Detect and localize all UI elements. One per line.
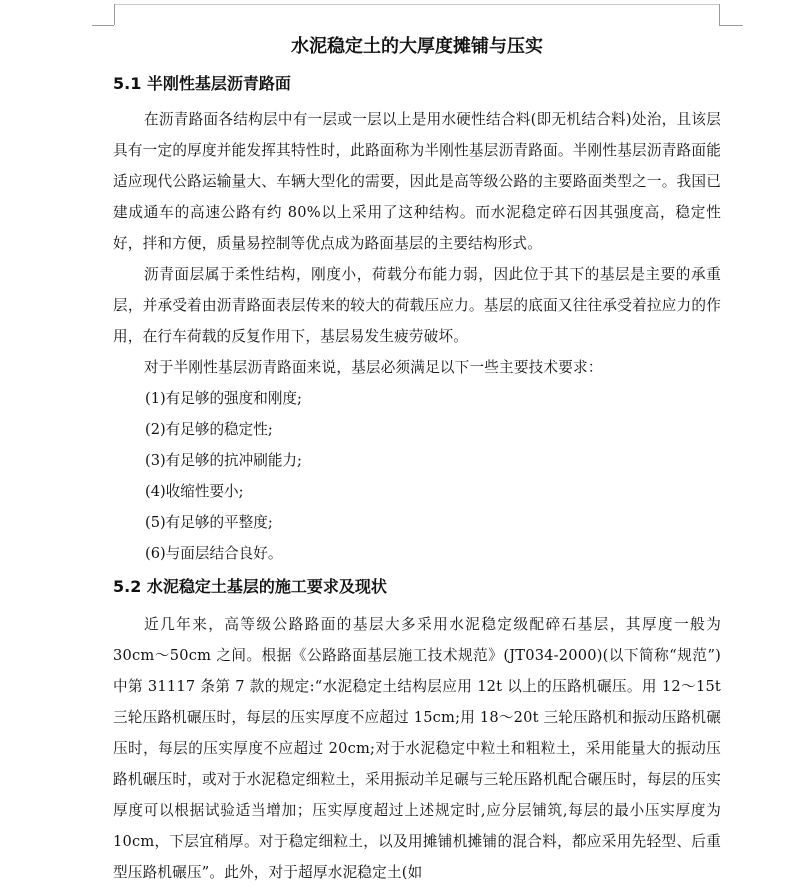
- paragraph: 对于半刚性基层沥青路面来说，基层必须满足以下一些主要技术要求：: [144, 359, 603, 376]
- crop-mark-top-left-v: [114, 4, 115, 25]
- section-heading-5-2: 5.2 水泥稳定土基层的施工要求及现状: [113, 577, 387, 596]
- requirement-item: (4)收缩性要小;: [145, 483, 244, 500]
- crop-mark-top-right-h: [719, 25, 743, 26]
- requirement-item: (3)有足够的抗冲刷能力;: [145, 452, 302, 469]
- paragraph: 沥青面层属于柔性结构，刚度小，荷载分布能力弱，因此位于其下的基层是主要的承重层，并承受着由沥青路面表层传来的较大的荷载压应力。基层的底面又往往承受着拉应力的作用，在行车荷载的反复作用下，基层易发生疲劳破坏。: [113, 266, 721, 345]
- document-body: [113, 34, 721, 888]
- paragraph: 在沥青路面各结构层中有一层或一层以上是用水硬性结合料(即无机结合料)处治，且该层具有一定的厚度并能发挥其特性时，此路面称为半刚性基层沥青路面。半刚性基层沥青路面能适应现代公路运输量大、车辆大型化的需要，因此是高等级公路的主要路面类型之一。我国已建成通车的高速公路有约 80%以上采用了这种结构。而水泥稳定碎石因其强度高，稳定性好，拌和方便，质量易控制等优点成为路面基层的主要结构形式。: [113, 111, 721, 252]
- crop-mark-top-right-v: [719, 4, 720, 25]
- requirement-item: (6)与面层结合良好。: [145, 545, 283, 562]
- requirement-item: (2)有足够的稳定性;: [145, 421, 273, 438]
- page-top-edge: [114, 4, 719, 5]
- crop-mark-top-left-h: [92, 25, 114, 26]
- paragraph: 近几年来，高等级公路路面的基层大多采用水泥稳定级配碎石基层，其厚度一般为 30cm～50cm 之间。根据《公路路面基层施工技术规范》(JT034-2000)(以下简称“规范”)中第 31117 条第 7 款的规定:“水泥稳定土结构层应用 12t 以上的压路机碾压。用 12～15t 三轮压路机碾压时，每层的压实厚度不应超过 15cm;用 18～20t 三轮压路机和振动压路机碾压时，每层的压实厚度不应超过 20cm;对于水泥稳定中粒土和粗粒土，采用能量大的振动压路机碾压时，或对于水泥稳定细粒土，采用振动羊足碾与三轮压路机配合碾压时，每层的压实厚度可以根据试验适当增加；压实厚度超过上述规定时,应分层铺筑,每层的最小压实厚度为 10cm，下层宜稍厚。对于稳定细粒土，以及用摊铺机摊铺的混合料，都应采用先轻型、后重型压路机碾压”。此外，对于超厚水泥稳定土(如: [113, 616, 722, 881]
- section-heading-5-1: 5.1 半刚性基层沥青路面: [113, 74, 291, 93]
- requirement-item: (1)有足够的强度和刚度;: [145, 390, 302, 407]
- document-title: 水泥稳定土的大厚度摊铺与压实: [291, 36, 543, 57]
- requirement-item: (5)有足够的平整度;: [145, 514, 273, 531]
